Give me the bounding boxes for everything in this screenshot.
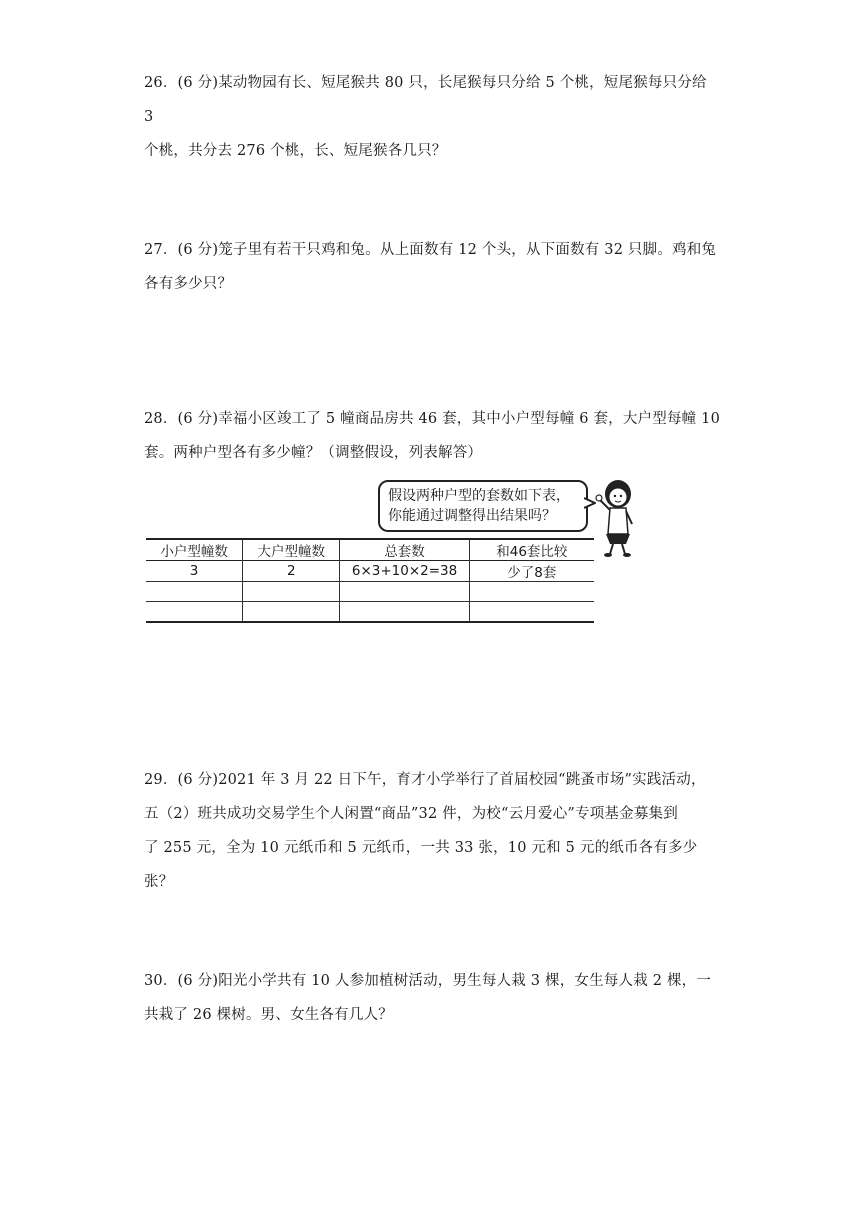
speech-bubble-line: 假设两种户型的套数如下表， [388,488,570,504]
question-line: 了 255 元，全为 10 元纸币和 5 元纸币，一共 33 张，10 元和 5 元的纸币各有多少张？ [144,840,698,890]
table-cell [243,582,340,602]
table-cell [469,602,594,623]
table-cell [469,582,594,602]
table-header-row [146,539,594,561]
table-cell [146,602,243,623]
table-row [146,602,594,623]
question-line: 个桃，共分去 276 个桃，长、短尾猴各几只？ [144,143,447,159]
table-cell [146,582,243,602]
question-line: 26．(6 分)某动物园有长、短尾猴共 80 只，长尾猴每只分给 5 个桃，短尾猴每只分给 3 [144,75,707,125]
table-header-cell: 和46套比较 [469,539,594,561]
table-cell [243,602,340,623]
girl-character-icon [592,478,640,558]
table-header-cell: 大户型幢数 [243,539,340,561]
question-line: 27．(6 分)笼子里有若干只鸡和兔。从上面数有 12 个头，从下面数有 32 只脚。鸡和兔 [144,242,717,258]
table-row [146,582,594,602]
question-28-figure [146,478,646,626]
speech-bubble-line: 你能通过调整得出结果吗？ [388,508,556,524]
table-cell: 6×3+10×2=38 [340,561,469,582]
table-cell: 少了8套 [469,561,594,582]
table-header-cell: 总套数 [340,539,469,561]
question-30 [144,964,720,1032]
question-line: 28．(6 分)幸福小区竣工了 5 幢商品房共 46 套，其中小户型每幢 6 套，大户型每幢 10 [144,411,721,427]
table-cell: 2 [243,561,340,582]
table-row [146,561,594,582]
table-cell [340,582,469,602]
question-line: 五（2）班共成功交易学生个人闲置“商品”32 件，为校“云月爱心”专项基金募集到 [144,806,678,822]
speech-bubble [378,480,588,532]
question-28 [144,402,720,470]
question-29 [144,763,720,899]
question-26 [144,66,720,168]
question-line: 各有多少只？ [144,276,233,292]
assumption-table [146,538,594,623]
question-27 [144,233,720,301]
table-cell [340,602,469,623]
table-cell: 3 [146,561,243,582]
question-line: 30．(6 分)阳光小学共有 10 人参加植树活动，男生每人栽 3 棵，女生每人栽 2 棵，一 [144,973,712,989]
question-line: 共栽了 26 棵树。男、女生各有几人？ [144,1007,393,1023]
table-header-cell: 小户型幢数 [146,539,243,561]
question-line: 套。两种户型各有多少幢？（调整假设，列表解答） [144,445,483,461]
question-line: 29．(6 分)2021 年 3 月 22 日下午，育才小学举行了首届校园“跳蚤市场”实践活动， [144,772,706,788]
